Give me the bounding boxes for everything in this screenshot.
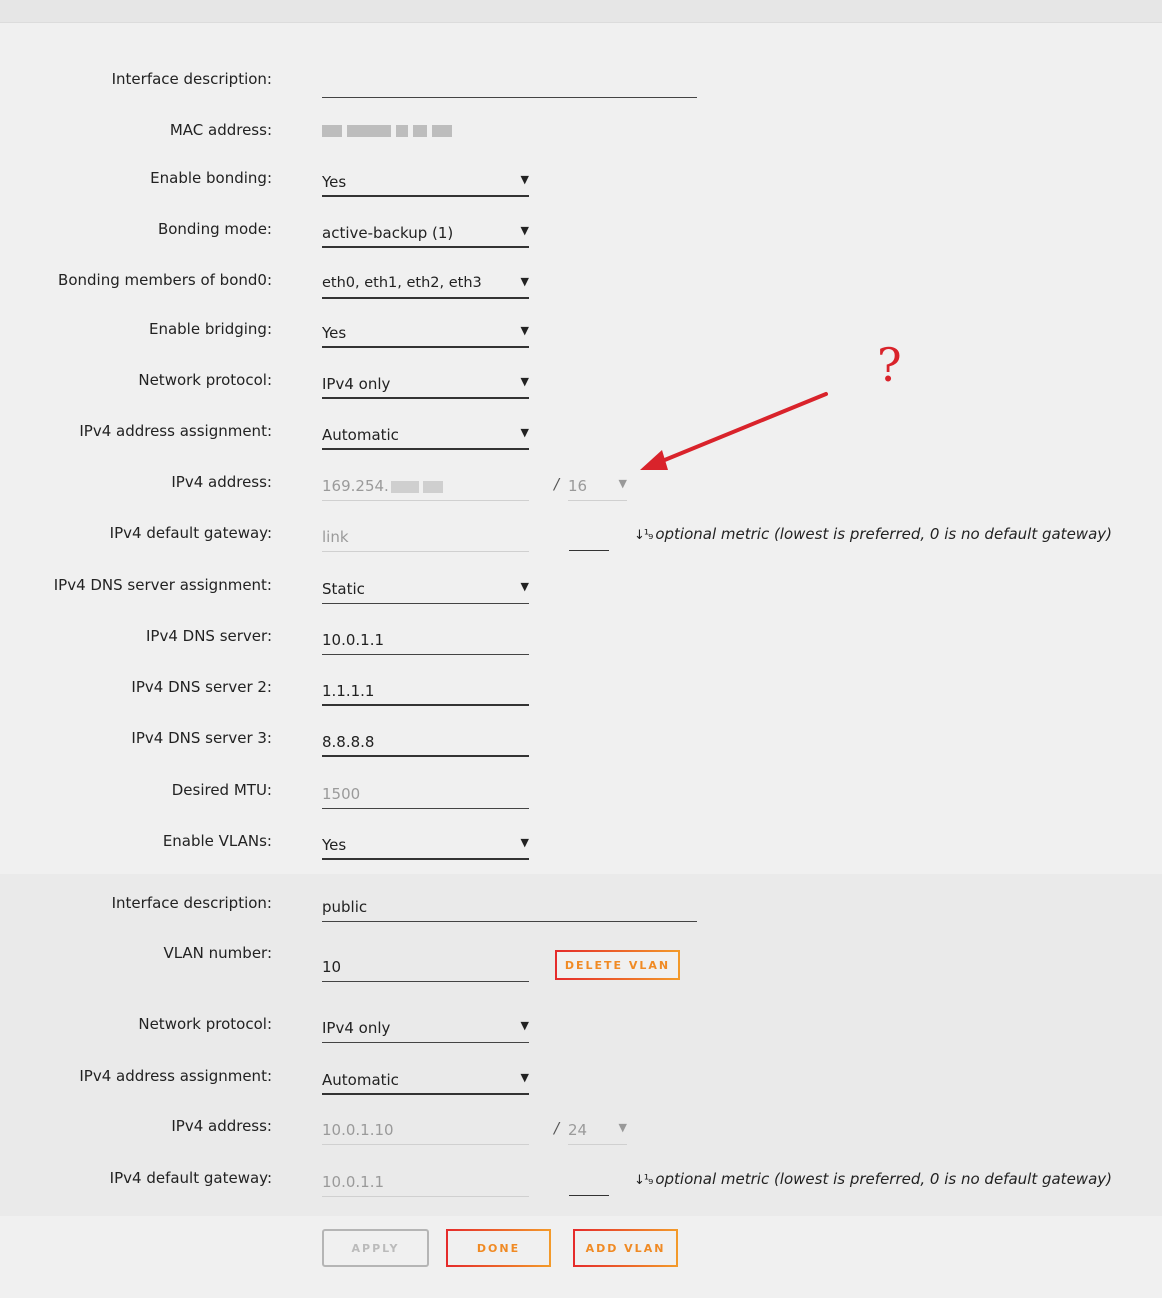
enable-vlans-select[interactable] [322,832,529,860]
enable-bonding-value: Yes [322,173,347,191]
vlan-ipv4-gateway-label: IPv4 default gateway: [109,1169,272,1187]
dns1-value: 10.0.1.1 [322,631,385,649]
dns2-value: 1.1.1.1 [322,682,375,700]
vlan-ipv4-assignment-value: Automatic [322,1071,399,1089]
dropdown-arrow-icon: ▼ [520,324,529,337]
vlan-section [0,874,1162,1216]
dropdown-arrow-icon: ▼ [520,173,529,186]
dns-assignment-label: IPv4 DNS server assignment: [53,576,272,594]
vlan-interface-description-label: Interface description: [111,894,272,912]
dropdown-arrow-icon: ▼ [520,426,529,439]
vlan-ipv4-assignment-select[interactable] [322,1067,529,1095]
sort-numeric-icon: ↓¹₉ [634,1173,653,1188]
dns3-label: IPv4 DNS server 3: [131,729,272,747]
ipv4-prefix-select[interactable] [568,473,627,501]
annotation-arrow [636,388,832,478]
interface-description-label: Interface description: [111,70,272,88]
enable-bridging-value: Yes [322,324,347,342]
enable-bridging-label: Enable bridging: [148,320,272,338]
gateway-metric-input[interactable] [569,550,609,551]
network-protocol-label: Network protocol: [138,371,272,389]
vlan-ipv4-address-value: 10.0.1.10 [322,1121,394,1139]
vlan-ipv4-address-label: IPv4 address: [171,1117,272,1135]
ipv4-assignment-select[interactable] [322,422,529,450]
bonding-members-label: Bonding members of bond0: [58,271,272,289]
vlan-ipv4-gateway-value: 10.0.1.1 [322,1173,385,1191]
ipv4-gateway-placeholder: link [322,528,349,546]
bonding-members-select[interactable] [322,271,529,299]
vlan-ipv4-gateway-input[interactable] [322,1169,529,1197]
vlan-network-protocol-value: IPv4 only [322,1019,391,1037]
vlan-interface-description-value: public [322,898,368,916]
bonding-mode-select[interactable] [322,220,529,248]
top-bar [0,0,1162,23]
prefix-slash: / [554,475,560,493]
ipv4-address-label: IPv4 address: [171,473,272,491]
bonding-mode-value: active-backup (1) [322,224,454,242]
ipv4-address-value: 169.254. [322,477,443,495]
dropdown-arrow-icon: ▼ [618,477,627,490]
vlan-ipv4-assignment-label: IPv4 address assignment: [79,1067,272,1085]
dns-assignment-select[interactable] [322,576,529,604]
enable-bonding-select[interactable] [322,169,529,197]
add-vlan-button[interactable]: ADD VLAN [573,1229,678,1267]
dropdown-arrow-icon: ▼ [520,1071,529,1084]
ipv4-prefix-value: 16 [568,477,588,495]
vlan-network-protocol-select[interactable] [322,1015,529,1043]
enable-vlans-value: Yes [322,836,347,854]
vlan-ipv4-prefix-value: 24 [568,1121,588,1139]
dropdown-arrow-icon: ▼ [520,836,529,849]
ipv4-gateway-input[interactable] [322,524,529,552]
interface-description-input[interactable] [322,70,697,98]
network-protocol-value: IPv4 only [322,375,391,393]
ipv4-assignment-value: Automatic [322,426,399,444]
dns-assignment-value: Static [322,580,365,598]
vlan-number-value: 10 [322,958,342,976]
vlan-number-input[interactable] [322,954,529,982]
annotation-question-mark: ? [877,338,902,392]
network-protocol-select[interactable] [322,371,529,399]
done-button[interactable]: DONE [446,1229,551,1267]
mtu-input[interactable] [322,781,529,809]
vlan-prefix-slash: / [554,1119,560,1137]
bonding-mode-label: Bonding mode: [157,220,272,238]
dns3-input[interactable] [322,729,529,757]
ipv4-gateway-label: IPv4 default gateway: [109,524,272,542]
dns1-input[interactable] [322,627,529,655]
dropdown-arrow-icon: ▼ [618,1121,627,1134]
bonding-members-value: eth0, eth1, eth2, eth3 [322,275,482,291]
gateway-metric-hint: ↓¹₉ optional metric (lowest is preferred, 0 is no default gateway) [634,525,1112,543]
apply-button[interactable]: APPLY [322,1229,429,1267]
mtu-label: Desired MTU: [171,781,272,799]
delete-vlan-button[interactable]: DELETE VLAN [555,950,680,980]
vlan-network-protocol-label: Network protocol: [138,1015,272,1033]
dns1-label: IPv4 DNS server: [146,627,272,645]
dns2-input[interactable] [322,678,529,706]
mac-address-label: MAC address: [169,121,272,139]
ipv4-assignment-label: IPv4 address assignment: [79,422,272,440]
vlan-ipv4-address-input[interactable] [322,1117,529,1145]
dropdown-arrow-icon: ▼ [520,375,529,388]
mtu-placeholder: 1500 [322,785,361,803]
vlan-ipv4-prefix-select[interactable] [568,1117,627,1145]
dns2-label: IPv4 DNS server 2: [131,678,272,696]
dropdown-arrow-icon: ▼ [520,224,529,237]
ipv4-address-input[interactable] [322,473,529,501]
dropdown-arrow-icon: ▼ [520,1019,529,1032]
dropdown-arrow-icon: ▼ [520,275,529,288]
mac-address-redacted [322,121,457,139]
dns3-value: 8.8.8.8 [322,733,375,751]
vlan-gateway-metric-hint: ↓¹₉ optional metric (lowest is preferred, 0 is no default gateway) [634,1170,1112,1188]
enable-bonding-label: Enable bonding: [150,169,272,187]
enable-vlans-label: Enable VLANs: [162,832,272,850]
dropdown-arrow-icon: ▼ [520,580,529,593]
sort-numeric-icon: ↓¹₉ [634,528,653,543]
enable-bridging-select[interactable] [322,320,529,348]
vlan-gateway-metric-input[interactable] [569,1195,609,1196]
vlan-interface-description-input[interactable] [322,894,697,922]
vlan-number-label: VLAN number: [163,944,272,962]
